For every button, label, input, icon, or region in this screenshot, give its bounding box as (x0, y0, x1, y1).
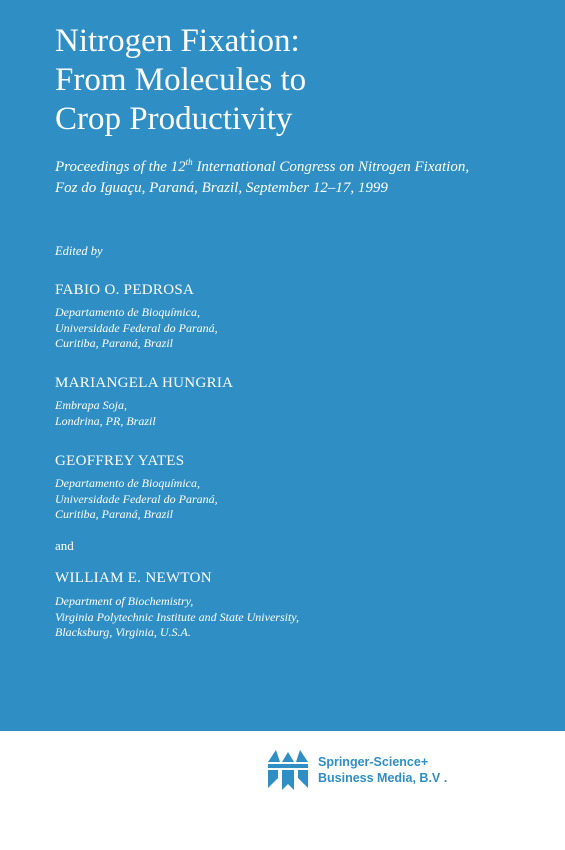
affiliation-line: Department of Biochemistry, (55, 594, 194, 608)
affiliation-line: Londrina, PR, Brazil (55, 413, 156, 428)
editor-name-newton: WILLIAM E. NEWTON (55, 570, 212, 586)
publisher-line-1: Springer-Science+ (318, 755, 429, 769)
editor-name-yates: GEOFFREY YATES (55, 453, 185, 469)
editor-affiliation-pedrosa (55, 305, 218, 352)
and-connector: and (55, 538, 74, 553)
edited-by-label: Edited by (55, 244, 103, 258)
book-subtitle (55, 152, 555, 199)
publisher-block (266, 748, 447, 792)
editor-affiliation-yates (55, 476, 218, 523)
publisher-name (318, 754, 447, 786)
affiliation-line: Universidade Federal do Paraná, (55, 320, 218, 335)
affiliation-line: Universidade Federal do Paraná, (55, 491, 218, 506)
affiliation-line: Embrapa Soja, (55, 398, 127, 412)
subtitle-line-1-start: Proceedings of the 12 (55, 159, 186, 175)
title-line-1: Nitrogen Fixation: (55, 23, 300, 59)
affiliation-line: Curitiba, Paraná, Brazil (55, 507, 174, 521)
editor-affiliation-newton (55, 594, 299, 641)
title-line-2: From Molecules to (55, 62, 307, 98)
subtitle-line-2: Foz do Iguaçu, Paraná, Brazil, September 12–17, 1999 (55, 180, 388, 196)
affiliation-line: Virginia Polytechnic Institute and State University, (55, 609, 299, 624)
subtitle-superscript: th (185, 157, 193, 167)
affiliation-line: Blacksburg, Virginia, U.S.A. (55, 625, 191, 639)
subtitle-line-1-end: International Congress on Nitrogen Fixation, (192, 159, 470, 175)
editor-name-hungria: MARIANGELA HUNGRIA (55, 375, 234, 391)
affiliation-line: Curitiba, Paraná, Brazil (55, 336, 174, 350)
subtitle-line-1 (55, 152, 555, 178)
editor-affiliation-hungria (55, 398, 156, 429)
book-title (55, 22, 306, 139)
publisher-line-2: Business Media, B.V . (318, 771, 448, 785)
springer-logo-icon (266, 748, 310, 792)
title-line-3: Crop Productivity (55, 101, 293, 137)
editor-name-pedrosa: FABIO O. PEDROSA (55, 282, 195, 298)
affiliation-line: Departamento de Bioquímica, (55, 476, 200, 490)
affiliation-line: Departamento de Bioquímica, (55, 305, 200, 319)
